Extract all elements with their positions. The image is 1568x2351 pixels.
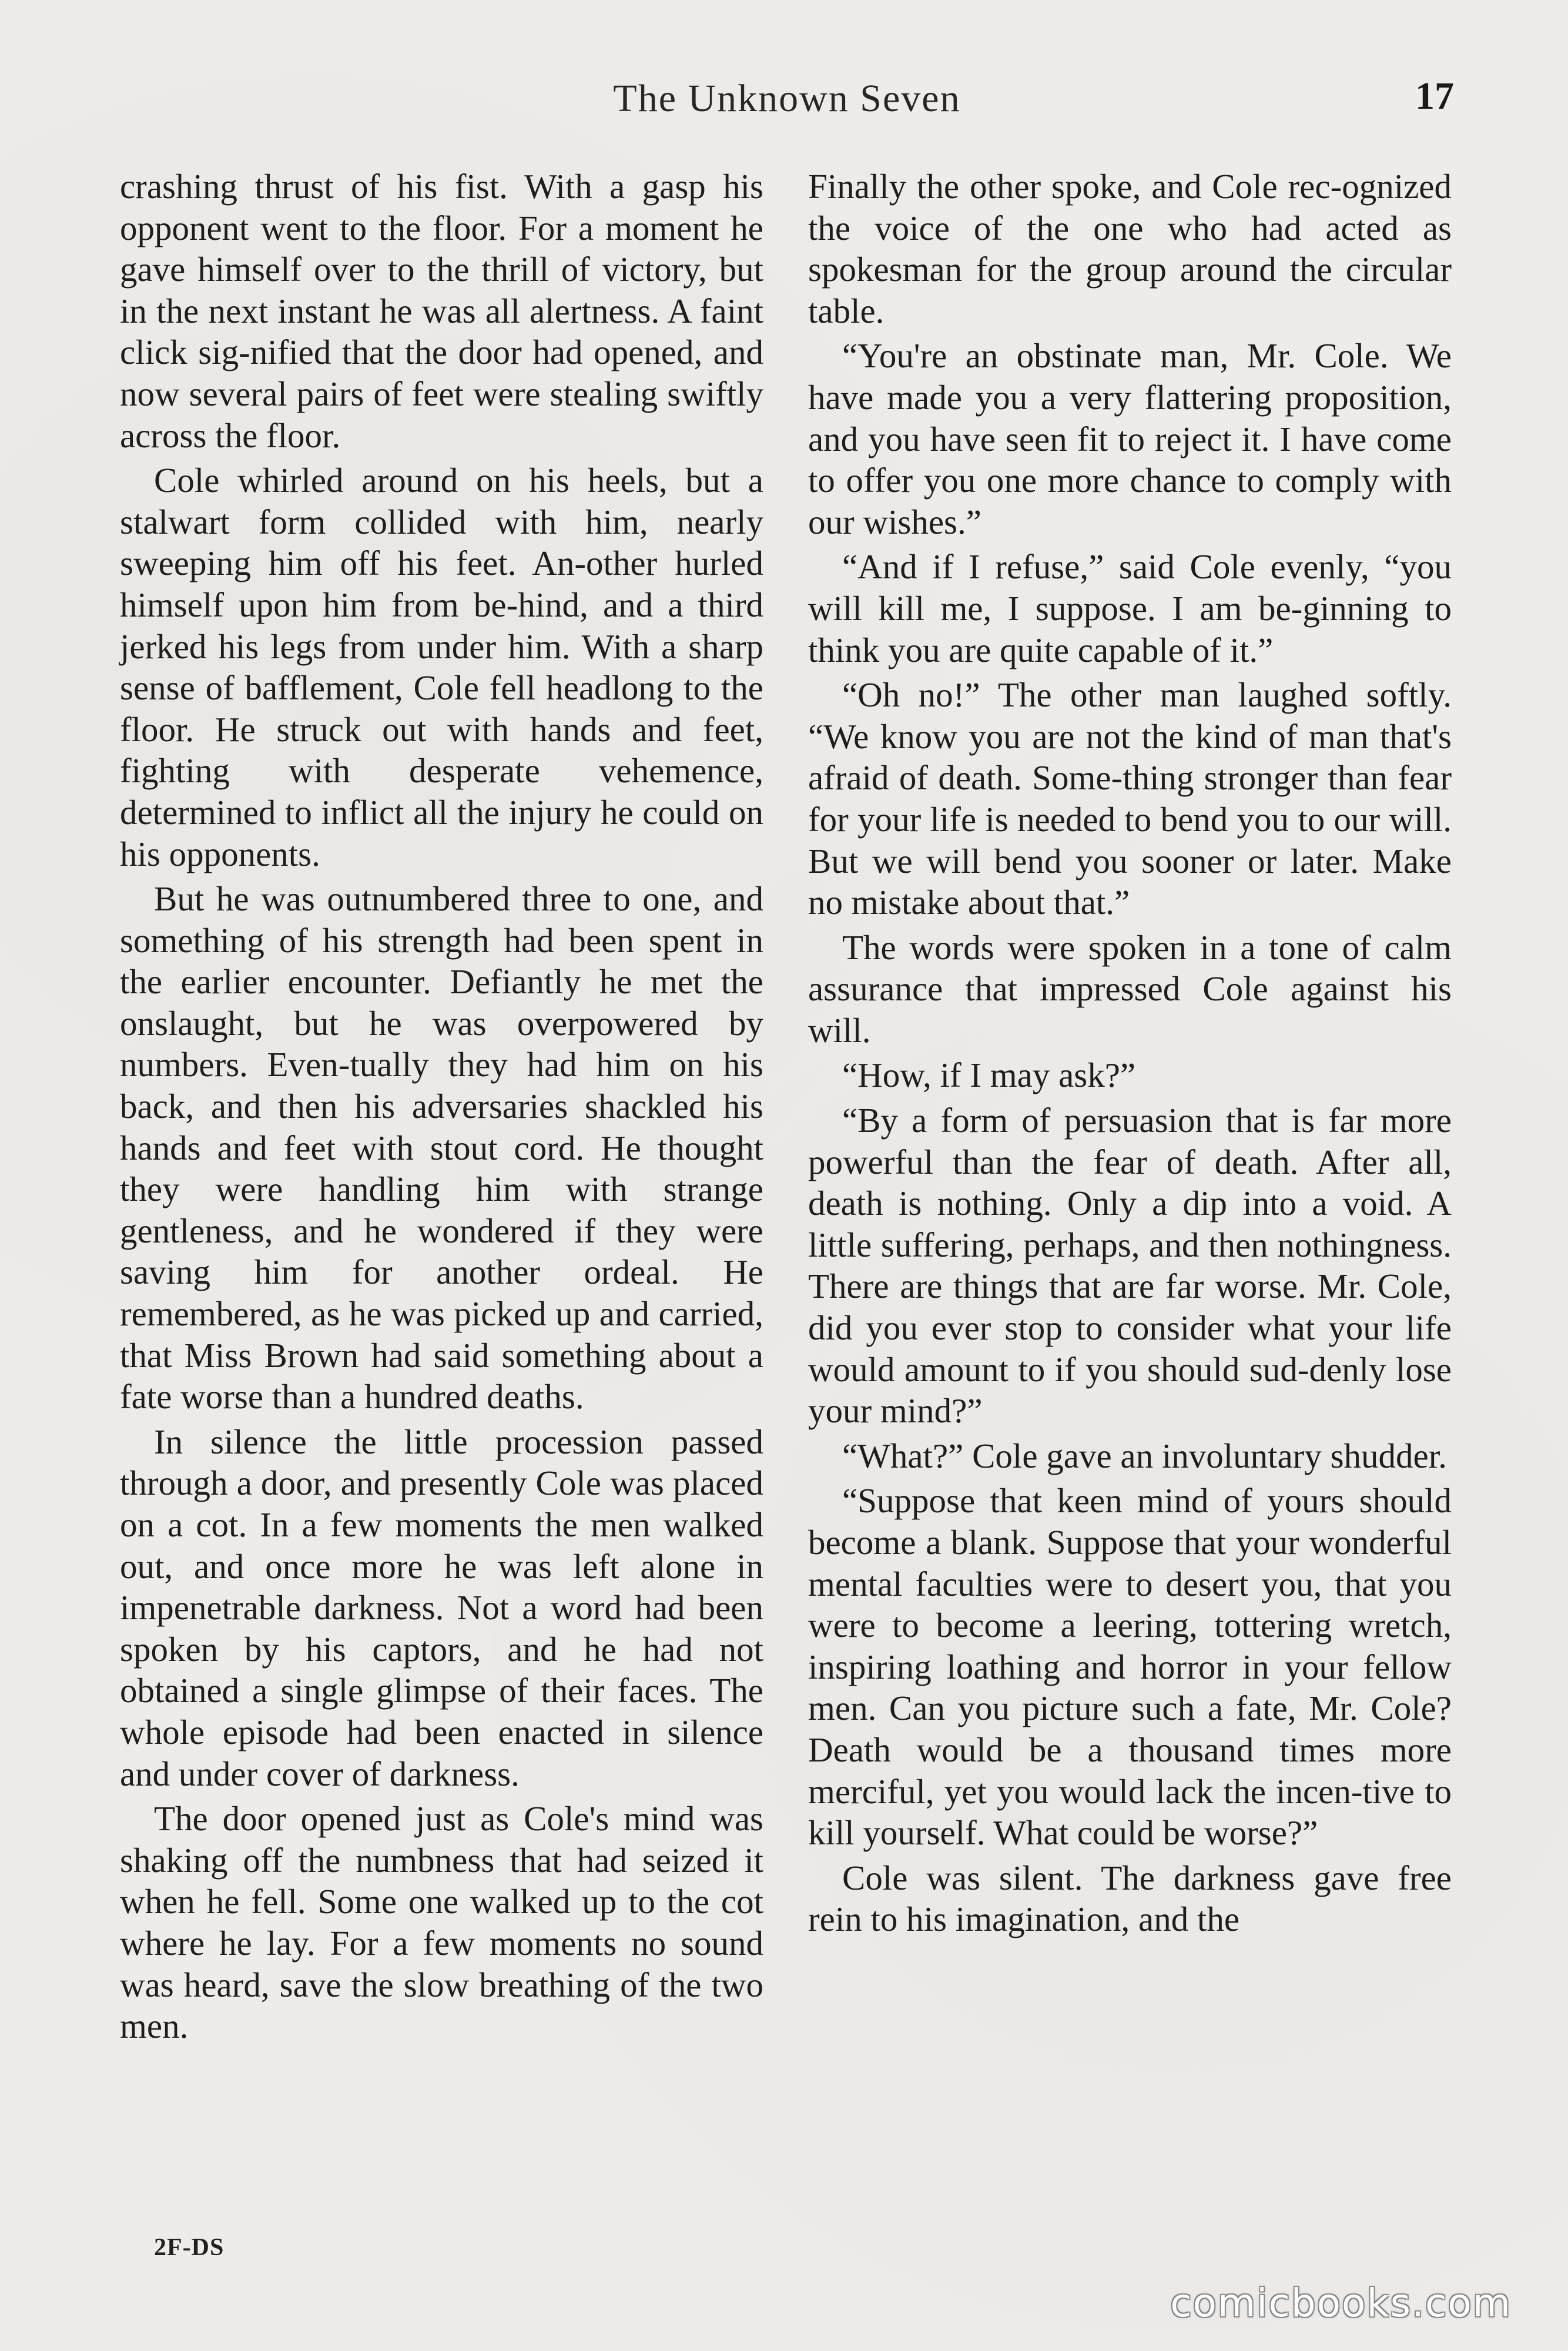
paragraph: crashing thrust of his fist. With a gasp his opponent went to the floor. For a moment he gave himself over to the thrill of victory, but in the next instant he was all alertness. A faint click sig-nified that the door had opened, and now several pairs of feet were stealing swiftly across the floor. [120,167,763,455]
paragraph: “By a form of persuasion that is far more powerful than the fear of death. After all, death is nothing. Only a dip into a void. A little suffering, perhaps, and then nothingness. There are things that are far worse. Mr. Cole, did you ever stop to consider what your life would amount to if you should sud-denly lose your mind?” [808,1101,1452,1431]
printer-signature-mark: 2F-DS [154,2234,225,2261]
left-text-column [120,166,763,2051]
paragraph: “You're an obstinate man, Mr. Cole. We have made you a very flattering proposition, and you have seen fit to reject it. I have come to offer you one more chance to comply with our wishes.” [808,336,1452,541]
paragraph: “How, if I may ask?” [842,1056,1136,1095]
paragraph: “Oh no!” The other man laughed softly. “We know you are not the kind of man that's afraid of death. Some-thing stronger than fear for your life is needed to bend you to our will. But we will bend you sooner or later. Make no mistake about that.” [808,675,1452,922]
paragraph: The door opened just as Cole's mind was shaking off the numbness that had seized it when he fell. Some one walked up to the cot where he lay. For a few moments no sound was heard, save the slow breathing of the two men. [120,1799,763,2046]
paragraph: “And if I refuse,” said Cole evenly, “you will kill me, I suppose. I am be-ginning to think you are quite capable of it.” [808,547,1452,669]
paragraph: Cole whirled around on his heels, but a stalwart form collided with him, nearly sweeping him off his feet. An-other hurled himself upon him from be-hind, and a third jerked his legs from under him. With a sharp sense of bafflement, Cole fell headlong to the floor. He struck out with hands and feet, fighting with desperate vehemence, determined to inflict all the injury he could on his opponents. [120,461,763,873]
page-number: 17 [1415,75,1454,118]
paragraph: But he was outnumbered three to one, and something of his strength had been spent in the earlier encounter. Defiantly he met the onslaught, but he was overpowered by numbers. Even-tually they had him on his back, and then his adversaries shackled his hands and feet with stout cord. He thought they were handling him with strange gentleness, and he wondered if they were saving him for another ordeal. He remembered, as he was picked up and carried, that Miss Brown had said something about a fate worse than a hundred deaths. [120,879,763,1416]
right-text-column [808,166,1452,1944]
paragraph: “What?” Cole gave an involuntary shudder. [842,1436,1447,1475]
paragraph: The words were spoken in a tone of calm assurance that impressed Cole against his will. [808,927,1452,1050]
paragraph: Finally the other spoke, and Cole rec-ognized the voice of the one who had acted as spokesman for the group around the circular table. [808,167,1452,330]
source-watermark: comicbooks.com [1170,2280,1512,2326]
paragraph: In silence the little procession passed through a door, and presently Cole was placed on a cot. In a few moments the men walked out, and once more he was left alone in impenetrable darkness. Not a word had been spoken by his captors, and he had not obtained a single glimpse of their faces. The whole episode had been enacted in silence and under cover of darkness. [120,1422,763,1793]
page-header [120,76,1454,135]
paragraph: “Suppose that keen mind of yours should become a blank. Suppose that your wonderful mental faculties were to desert you, that you were to become a leering, tottering wretch, inspiring loathing and horror in your fellow men. Can you picture such a fate, Mr. Cole? Death would be a thousand times more merciful, yet you would lack the incen-tive to kill yourself. What could be worse?” [808,1481,1452,1853]
running-title: The Unknown Seven [613,77,961,120]
paragraph: Cole was silent. The darkness gave free rein to his imagination, and the [808,1858,1452,1939]
